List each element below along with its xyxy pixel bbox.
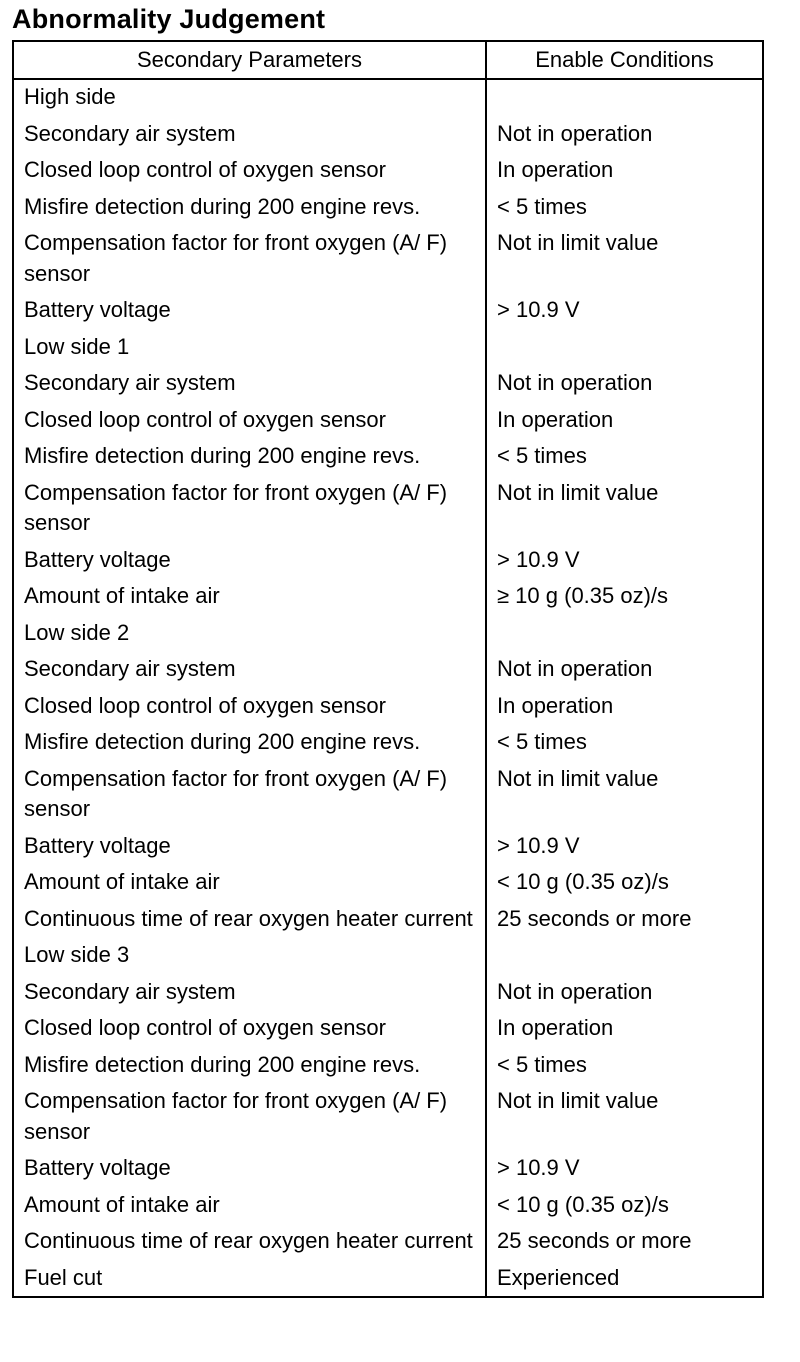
table-row	[13, 1010, 763, 1047]
table-row	[13, 402, 763, 439]
enable-condition-cell: Not in operation	[497, 370, 653, 395]
secondary-parameter-cell: Battery voltage	[13, 542, 486, 579]
enable-condition-cell: Experienced	[497, 1264, 620, 1290]
enable-condition-cell: Not in limit value	[497, 765, 659, 791]
secondary-parameter-cell: Battery voltage	[13, 828, 486, 865]
enable-condition-cell: < 5 times	[497, 1051, 587, 1077]
secondary-parameter-cell: Low side 3	[13, 937, 486, 974]
enable-condition-cell: > 10.9 V	[497, 1155, 580, 1180]
enable-condition-cell: Not in operation	[497, 656, 653, 681]
secondary-parameter-cell: High side	[13, 79, 486, 116]
enable-condition-cell	[486, 615, 763, 652]
secondary-parameter-cell: Battery voltage	[13, 1150, 486, 1187]
table-row	[13, 1150, 763, 1187]
enable-condition-cell: In operation	[497, 406, 614, 432]
table-row	[13, 152, 763, 189]
table-row	[13, 225, 763, 292]
enable-condition-cell: In operation	[497, 692, 614, 718]
enable-conditions-table	[12, 40, 764, 1298]
secondary-parameter-cell: Secondary air system	[13, 365, 486, 402]
table-row	[13, 1187, 763, 1224]
secondary-parameter-cell: Misfire detection during 200 engine revs.	[13, 1047, 486, 1084]
secondary-parameter-cell: Misfire detection during 200 engine revs.	[13, 189, 486, 226]
table-row	[13, 724, 763, 761]
enable-condition-cell: Not in operation	[497, 978, 653, 1004]
enable-condition-cell: < 5 times	[497, 729, 587, 754]
enable-condition-cell: > 10.9 V	[497, 546, 580, 572]
table-row	[13, 1223, 763, 1260]
enable-condition-cell: < 10 g (0.35 oz)/s	[497, 1191, 669, 1217]
table-row	[13, 116, 763, 153]
enable-condition-cell	[486, 329, 763, 366]
table-row	[13, 542, 763, 579]
table-row	[13, 189, 763, 226]
enable-condition-cell: 25 seconds or more	[497, 1228, 692, 1253]
table-row	[13, 292, 763, 329]
secondary-parameter-cell: Low side 2	[13, 615, 486, 652]
secondary-parameter-cell: Secondary air system	[13, 116, 486, 153]
table-row	[13, 1047, 763, 1084]
table-row	[13, 615, 763, 652]
table-row	[13, 79, 763, 116]
secondary-parameter-cell: Secondary air system	[13, 974, 486, 1011]
secondary-parameter-cell: Amount of intake air	[13, 864, 486, 901]
enable-condition-cell: < 5 times	[497, 443, 587, 468]
enable-condition-cell	[486, 937, 763, 974]
secondary-parameter-cell: Misfire detection during 200 engine revs.	[13, 724, 486, 761]
secondary-parameter-cell: Closed loop control of oxygen sensor	[13, 402, 486, 439]
secondary-parameter-cell: Misfire detection during 200 engine revs.	[13, 438, 486, 475]
enable-condition-cell: < 10 g (0.35 oz)/s	[497, 869, 669, 894]
secondary-parameter-cell: Secondary air system	[13, 651, 486, 688]
enable-condition-cell: > 10.9 V	[497, 832, 580, 858]
secondary-parameter-cell: Closed loop control of oxygen sensor	[13, 1010, 486, 1047]
secondary-parameter-cell: Continuous time of rear oxygen heater current	[13, 1223, 486, 1260]
secondary-parameter-cell: Compensation factor for front oxygen (A/ F) sensor	[13, 225, 486, 292]
table-row	[13, 1260, 763, 1298]
secondary-parameter-cell: Fuel cut	[13, 1260, 486, 1298]
secondary-parameter-cell: Low side 1	[13, 329, 486, 366]
table-row	[13, 761, 763, 828]
secondary-parameter-cell: Amount of intake air	[13, 1187, 486, 1224]
table-row	[13, 475, 763, 542]
table-row	[13, 438, 763, 475]
enable-condition-cell	[486, 79, 763, 116]
enable-condition-cell: 25 seconds or more	[497, 905, 692, 931]
enable-condition-cell: ≥ 10 g (0.35 oz)/s	[497, 583, 669, 608]
table-row	[13, 329, 763, 366]
table-row	[13, 578, 763, 615]
secondary-parameter-cell: Amount of intake air	[13, 578, 486, 615]
secondary-parameter-cell: Compensation factor for front oxygen (A/ F) sensor	[13, 1083, 486, 1150]
table-row	[13, 828, 763, 865]
column-header-enable-conditions: Enable Conditions	[486, 41, 763, 79]
secondary-parameter-cell: Compensation factor for front oxygen (A/ F) sensor	[13, 761, 486, 828]
table-row	[13, 1083, 763, 1150]
table-row	[13, 651, 763, 688]
enable-condition-cell: Not in operation	[497, 120, 653, 146]
secondary-parameter-cell: Continuous time of rear oxygen heater current	[13, 901, 486, 938]
enable-condition-cell: Not in limit value	[497, 1088, 659, 1113]
page-title: Abnormality Judgement	[12, 4, 326, 34]
table-row	[13, 365, 763, 402]
table-row	[13, 937, 763, 974]
table-row	[13, 688, 763, 725]
table-body	[13, 79, 763, 1297]
enable-condition-cell: > 10.9 V	[497, 297, 580, 322]
table-row	[13, 864, 763, 901]
table-header-row	[13, 41, 763, 79]
secondary-parameter-cell: Compensation factor for front oxygen (A/ F) sensor	[13, 475, 486, 542]
enable-condition-cell: < 5 times	[497, 193, 587, 219]
enable-condition-cell: In operation	[497, 157, 614, 182]
enable-condition-cell: Not in limit value	[497, 479, 659, 505]
secondary-parameter-cell: Battery voltage	[13, 292, 486, 329]
enable-condition-cell: Not in limit value	[497, 230, 659, 255]
column-header-secondary-parameters: Secondary Parameters	[13, 41, 486, 79]
table-row	[13, 901, 763, 938]
enable-condition-cell: In operation	[497, 1015, 614, 1040]
secondary-parameter-cell: Closed loop control of oxygen sensor	[13, 152, 486, 189]
table-row	[13, 974, 763, 1011]
secondary-parameter-cell: Closed loop control of oxygen sensor	[13, 688, 486, 725]
